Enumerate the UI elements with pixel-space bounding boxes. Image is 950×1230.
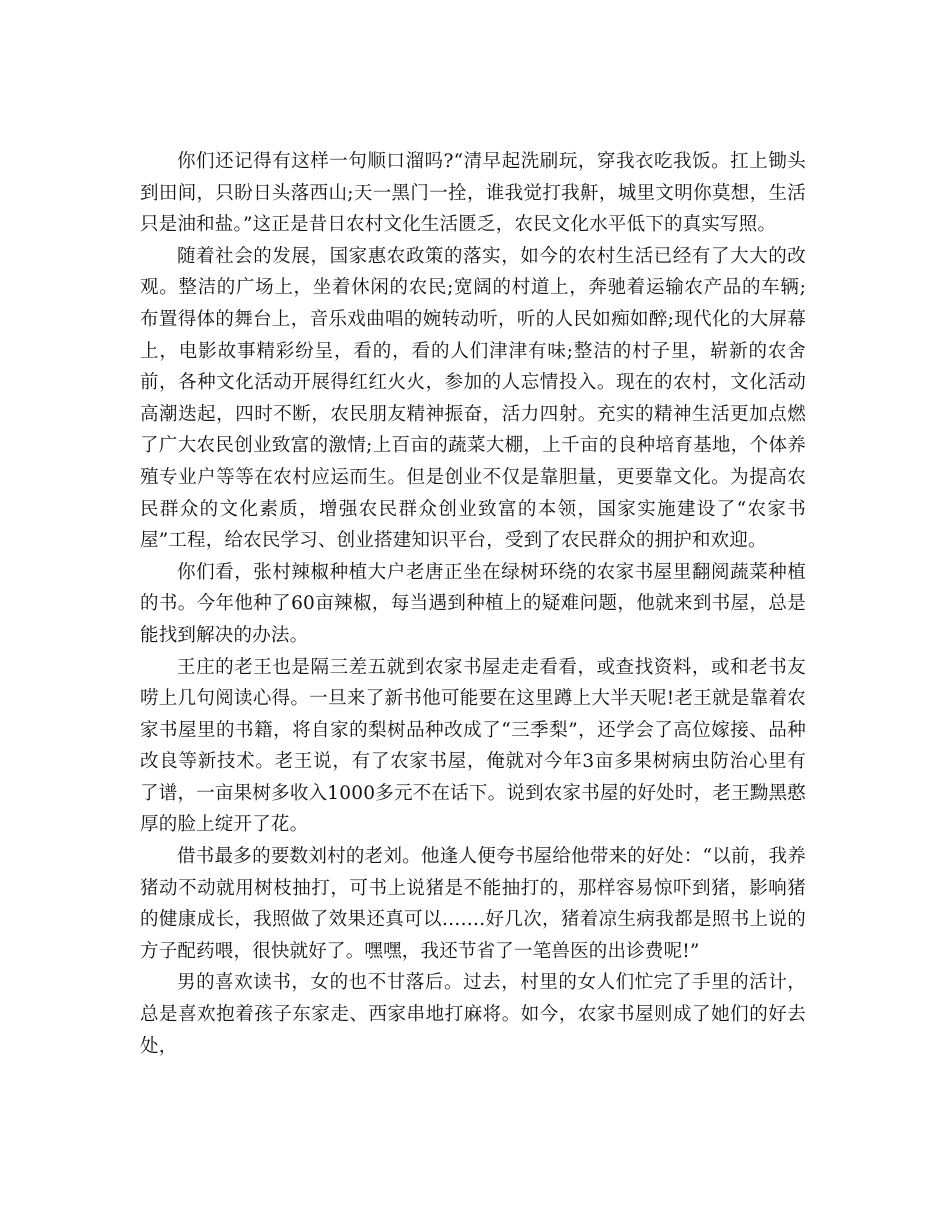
document-body — [140, 146, 806, 1062]
paragraph-5: 借书最多的要数刘村的老刘。他逢人便夸书屋给他带来的好处：“以前，我养猪动不动就用树枝抽打，可书上说猪是不能抽打的，那样容易惊吓到猪，影响猪的健康成长，我照做了效果还真可以…….好几次，猪着凉生病我都是照书上说的方子配药喂，很快就好了。嘿嘿，我还节省了一笔兽医的出诊费呢!” — [140, 846, 806, 962]
paragraph-6: 男的喜欢读书，女的也不甘落后。过去，村里的女人们忙完了手里的活计，总是喜欢抱着孩子东家走、西家串地打麻将。如今，农家书屋则成了她们的好去处， — [140, 972, 806, 1057]
paragraph-4: 王庄的老王也是隔三差五就到农家书屋走走看看，或查找资料，或和老书友唠上几句阅读心得。一旦来了新书他可能要在这里蹲上大半天呢!老王就是靠着农家书屋里的书籍，将自家的梨树品种改成了“三季梨”，还学会了高位嫁接、品种改良等新技术。老王说，有了农家书屋，俺就对今年3亩多果树病虫防治心里有了谱，一亩果树多收入1000多元不在话下。说到农家书屋的好处时，老王黝黑憨厚的脸上绽开了花。 — [140, 656, 806, 836]
paragraph-2: 随着社会的发展，国家惠农政策的落实，如今的农村生活已经有了大大的改观。整洁的广场上，坐着休闲的农民;宽阔的村道上，奔驰着运输农产品的车辆;布置得体的舞台上，音乐戏曲唱的婉转动听，听的人民如痴如醉;现代化的大屏幕上，电影故事精彩纷呈，看的，看的人们津津有味;整洁的村子里，崭新的农舍前，各种文化活动开展得红红火火，参加的人忘情投入。现在的农村，文化活动高潮迭起，四时不断，农民朋友精神振奋，活力四射。充实的精神生活更加点燃了广大农民创业致富的激情;上百亩的蔬菜大棚，上千亩的良种培育基地，个体养殖专业户等等在农村应运而生。但是创业不仅是靠胆量，更要靠文化。为提高农民群众的文化素质，增强农民群众创业致富的本领，国家实施建设了“农家书屋”工程，给农民学习、创业搭建知识平台，受到了农民群众的拥护和欢迎。 — [140, 245, 806, 552]
paragraph-1: 你们还记得有这样一句顺口溜吗?“清早起洗刷玩，穿我衣吃我饭。扛上锄头到田间，只盼日头落西山;天一黑门一拴，谁我觉打我鼾，城里文明你莫想，生活只是油和盐。”这正是昔日农村文化生活匮乏，农民文化水平低下的真实写照。 — [140, 151, 806, 236]
paragraph-3: 你们看，张村辣椒种植大户老唐正坐在绿树环绕的农家书屋里翻阅蔬菜种植的书。今年他种了60亩辣椒，每当遇到种植上的疑难问题，他就来到书屋，总是能找到解决的办法。 — [140, 561, 806, 646]
